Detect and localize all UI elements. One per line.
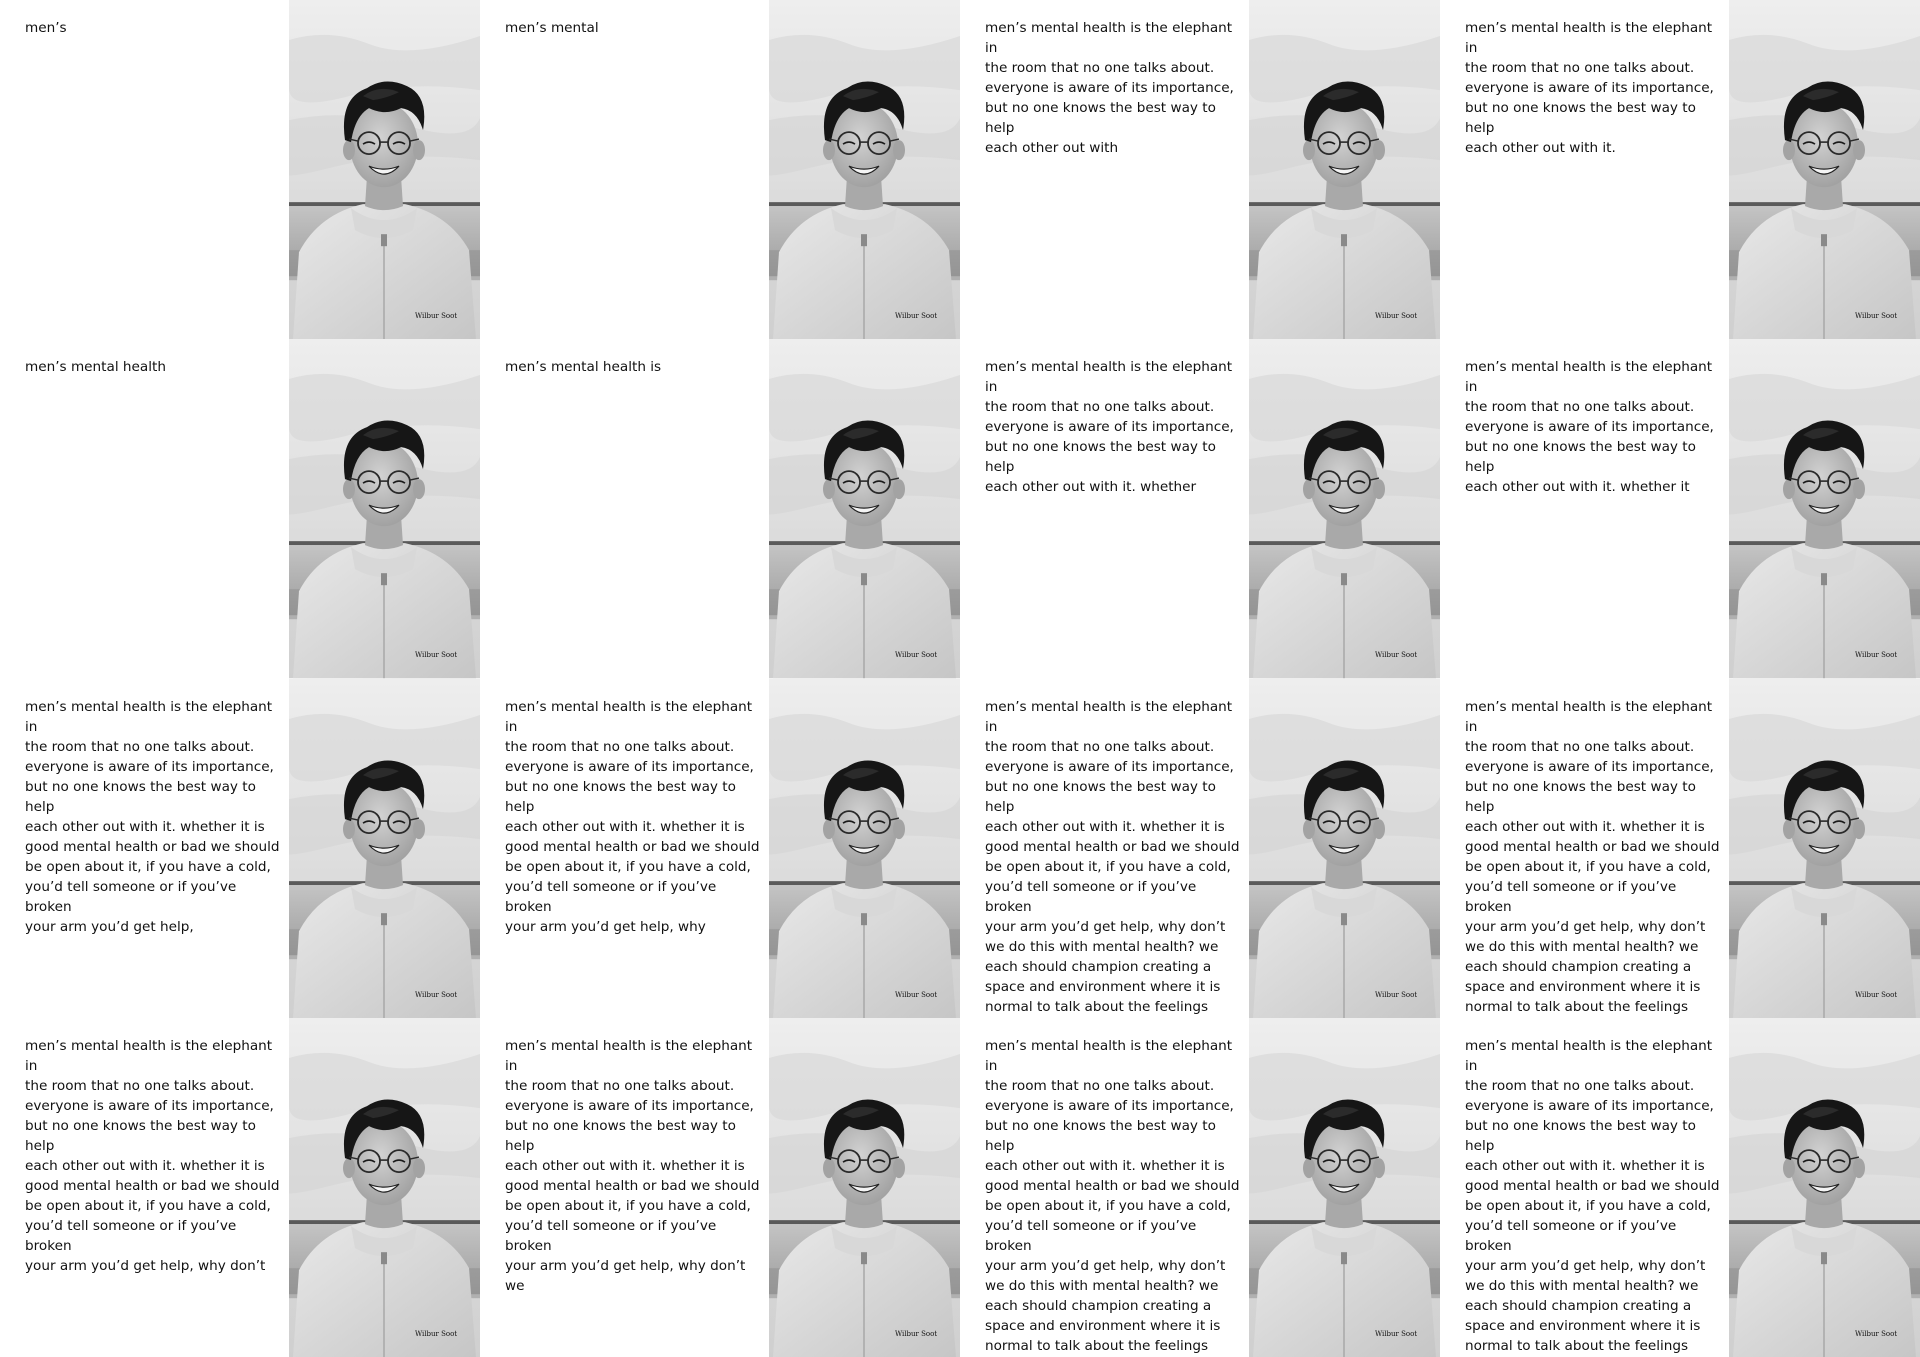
panel-caption: men’s xyxy=(25,20,67,36)
portrait-photo xyxy=(289,339,480,678)
sequence-panel-5 xyxy=(0,339,480,678)
panel-caption: men’s mental health is xyxy=(505,359,662,376)
sequence-panel-11 xyxy=(960,679,1440,1018)
sequence-panel-13 xyxy=(0,1018,480,1357)
portrait-photo xyxy=(769,679,960,1018)
sequence-panel-6 xyxy=(480,339,960,678)
sequence-panel-12 xyxy=(1440,679,1920,1018)
sequence-panel-3 xyxy=(960,0,1440,339)
panel-caption: men’s mental health xyxy=(25,359,166,376)
panel-caption: men’s mental health is the elephant in the room that no one talks about. everyone is aware of its importance, but no one knows the best way to help each other out with it. whether it is good mental health or bad we should be open about it, if you have a cold, you’d tell someone or if you’ve broken your arm you’d get help, why don’t xyxy=(25,1037,280,1274)
panel-caption: men’s mental health is the elephant in the room that no one talks about. everyone is aware of its importance, but no one knows the best way to help each other out with it. xyxy=(1465,20,1714,156)
portrait-photo xyxy=(1249,679,1440,1018)
portrait-photo xyxy=(769,339,960,678)
portrait-photo xyxy=(289,1018,480,1357)
panel-caption: men’s mental health is the elephant in the room that no one talks about. everyone is aware of its importance, but no one knows the best way to help each other out with it. whether xyxy=(985,359,1234,496)
portrait-photo xyxy=(769,0,960,339)
portrait-photo xyxy=(769,1018,960,1357)
panel-caption: men’s mental health is the elephant in the room that no one talks about. everyone is aware of its importance, but no one knows the best way to help each other out with it. whether it is good mental health or bad we should be open about it, if you have a cold, you’d tell someone or if you’ve broken your arm you’d get help, why xyxy=(505,698,760,935)
sequence-panel-1 xyxy=(0,0,480,339)
sequence-panel-10 xyxy=(480,679,960,1018)
portrait-photo xyxy=(1729,679,1920,1018)
panel-caption: men’s mental health is the elephant in the room that no one talks about. everyone is aware of its importance, but no one knows the best way to help each other out with it. whether it is good mental health or bad we should be open about it, if you have a cold, you’d tell someone or if you’ve broken your arm you’d get help, why don’t we do this with mental health? we each should champion creating a space and environment where it is normal to talk about the feelings xyxy=(1465,1037,1720,1354)
portrait-photo xyxy=(289,679,480,1018)
portrait-photo xyxy=(1249,0,1440,339)
panel-caption: men’s mental health is the elephant in the room that no one talks about. everyone is aware of its importance, but no one knows the best way to help each other out with it. whether it is good mental health or bad we should be open about it, if you have a cold, you’d tell someone or if you’ve broken your arm you’d get help, why don’t we xyxy=(505,1037,760,1294)
panel-caption: men’s mental health is the elephant in the room that no one talks about. everyone is aware of its importance, but no one knows the best way to help each other out with xyxy=(985,20,1234,156)
sequence-panel-8 xyxy=(1440,339,1920,678)
portrait-photo xyxy=(1249,339,1440,678)
panel-caption: men’s mental health is the elephant in the room that no one talks about. everyone is aware of its importance, but no one knows the best way to help each other out with it. whether it is good mental health or bad we should be open about it, if you have a cold, you’d tell someone or if you’ve broken your arm you’d get help, why don’t we do this with mental health? we each should champion creating a space and environment where it is normal to talk about the feelings xyxy=(985,1037,1240,1354)
portrait-photo xyxy=(1729,339,1920,678)
panel-caption: men’s mental health is the elephant in the room that no one talks about. everyone is aware of its importance, but no one knows the best way to help each other out with it. whether it is good mental health or bad we should be open about it, if you have a cold, you’d tell someone or if you’ve broken your arm you’d get help, why don’t we do this with mental health? we each should champion creating a space and environment where it is normal to talk about the feelings xyxy=(1465,698,1720,1015)
sequence-panel-15 xyxy=(960,1018,1440,1357)
sequence-panel-2 xyxy=(480,0,960,339)
sequence-panel-16 xyxy=(1440,1018,1920,1357)
panel-caption: men’s mental health is the elephant in the room that no one talks about. everyone is aware of its importance, but no one knows the best way to help each other out with it. whether it is good mental health or bad we should be open about it, if you have a cold, you’d tell someone or if you’ve broken your arm you’d get help, xyxy=(25,698,280,935)
sequence-panel-7 xyxy=(960,339,1440,678)
portrait-photo xyxy=(1729,1018,1920,1357)
panel-caption: men’s mental health is the elephant in the room that no one talks about. everyone is aware of its importance, but no one knows the best way to help each other out with it. whether it is good mental health or bad we should be open about it, if you have a cold, you’d tell someone or if you’ve broken your arm you’d get help, why don’t we do this with mental health? we each should champion creating a space and environment where it is normal to talk about the feelings xyxy=(985,698,1240,1015)
portrait-photo xyxy=(1249,1018,1440,1357)
portrait-photo xyxy=(1729,0,1920,339)
sequence-panel-14 xyxy=(480,1018,960,1357)
sequence-panel-9 xyxy=(0,679,480,1018)
sequence-panel-4 xyxy=(1440,0,1920,339)
panel-caption: men’s mental xyxy=(505,20,599,36)
panel-caption: men’s mental health is the elephant in the room that no one talks about. everyone is aware of its importance, but no one knows the best way to help each other out with it. whether it xyxy=(1465,359,1714,496)
portrait-photo xyxy=(289,0,480,339)
